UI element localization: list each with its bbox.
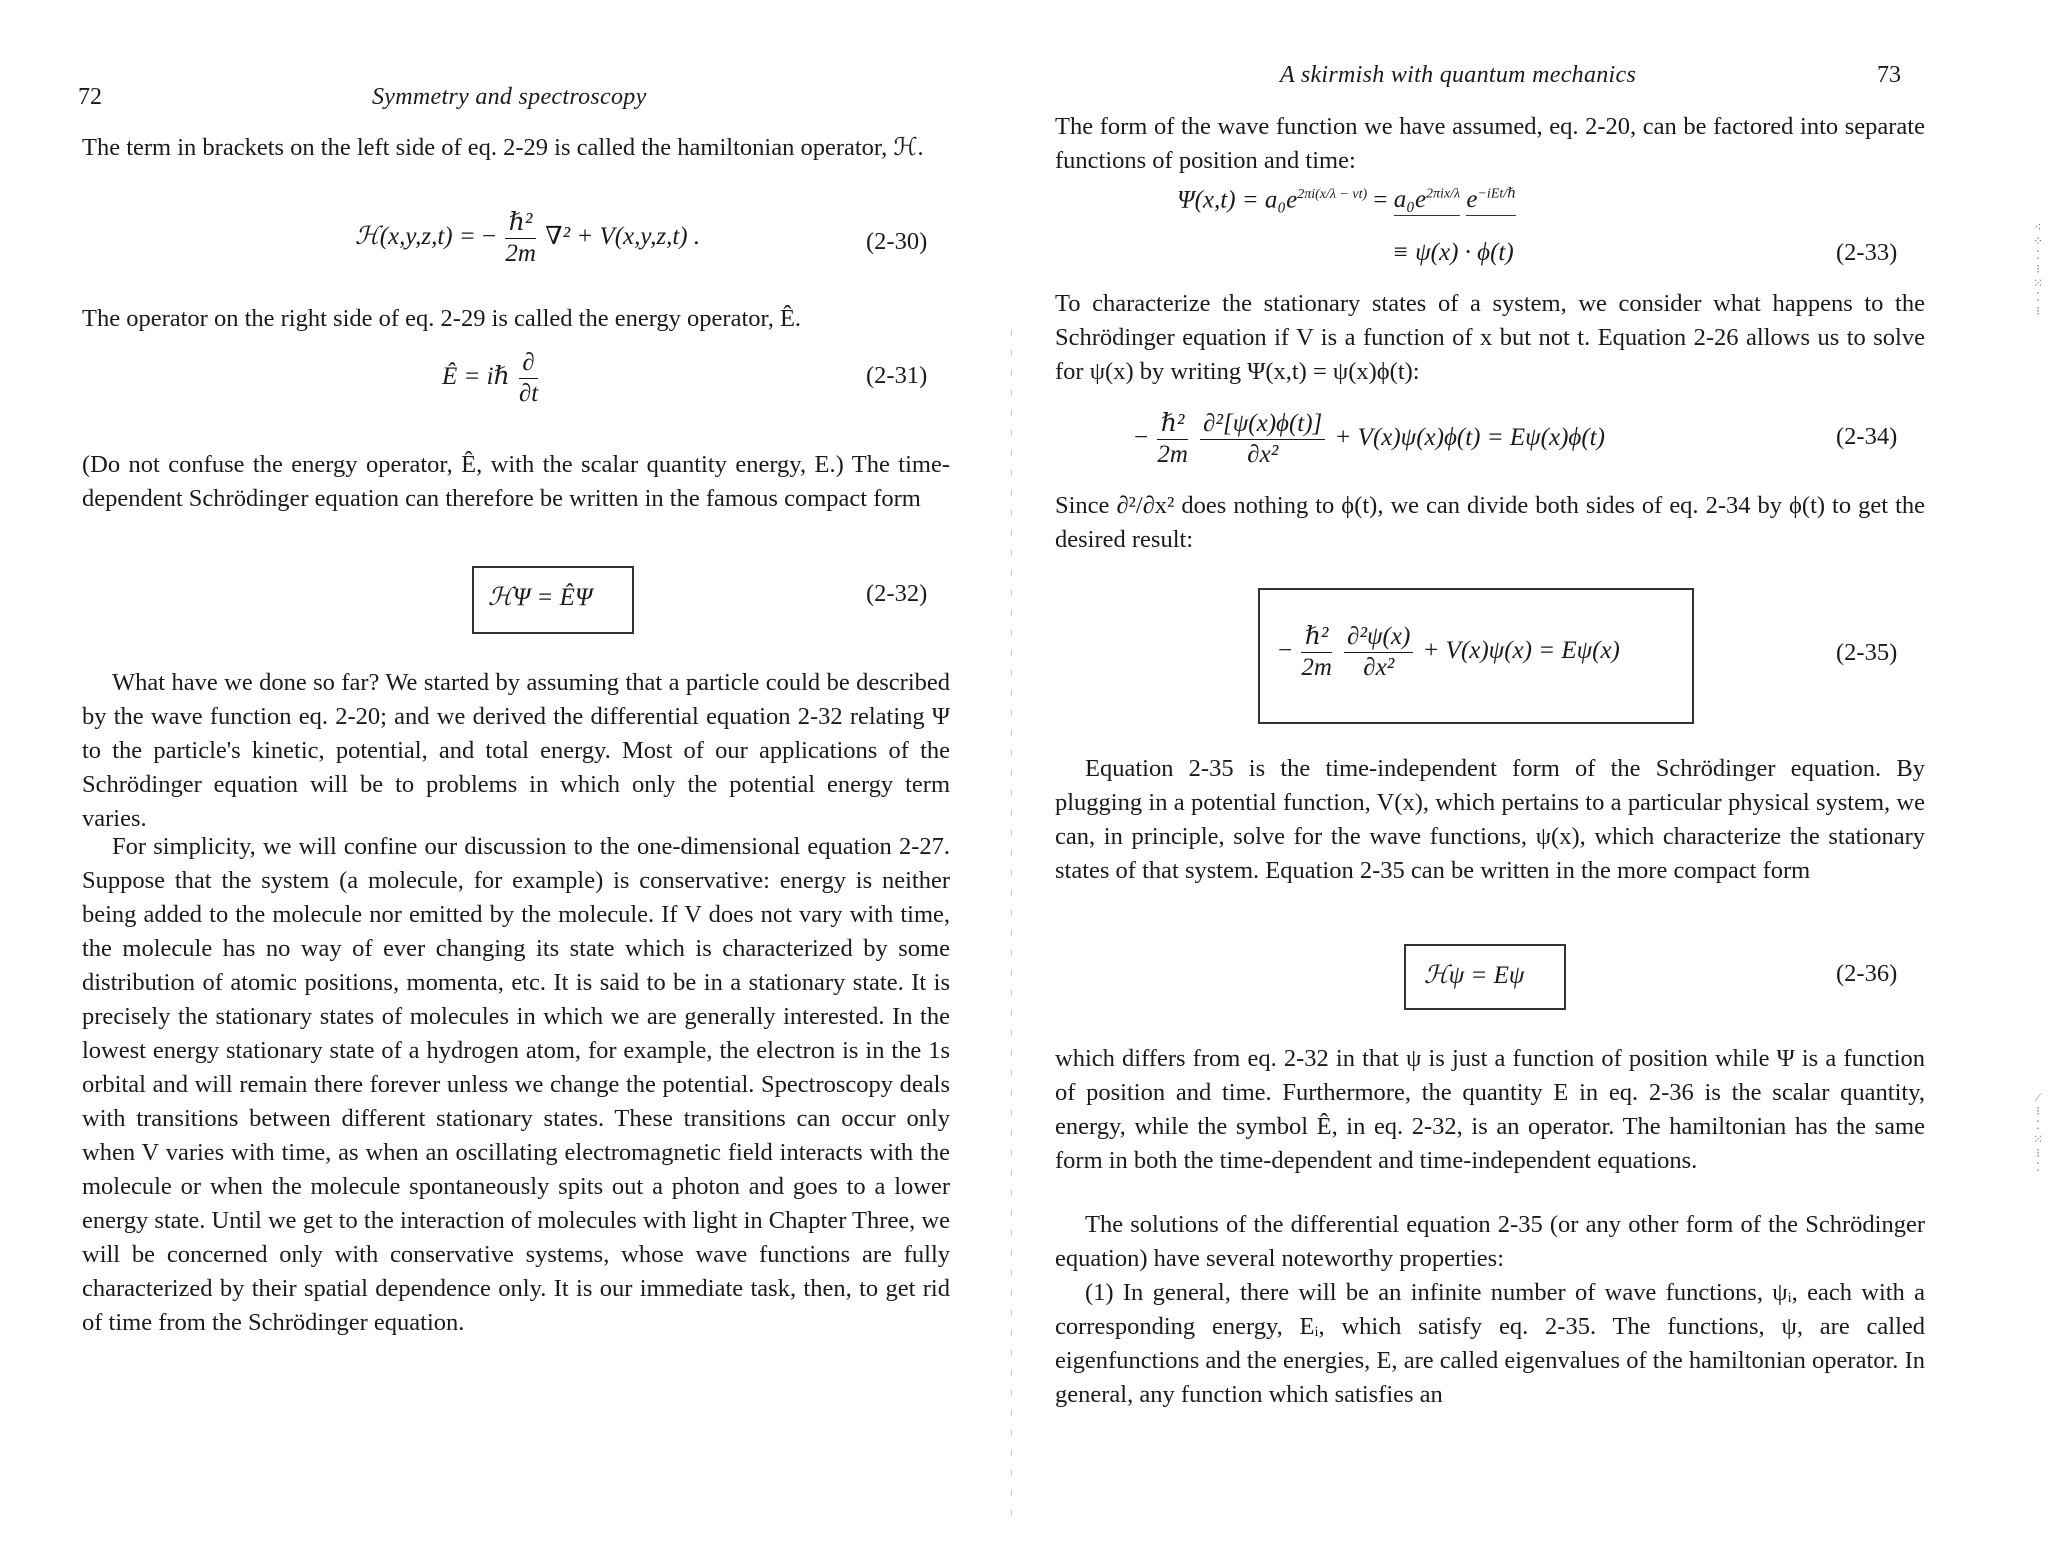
running-head: Symmetry and spectroscopy bbox=[372, 84, 647, 110]
equation-number: (2-31) bbox=[866, 362, 928, 389]
paragraph: Since ∂²/∂x² does nothing to ϕ(t), we can divide both sides of eq. 2-34 by ϕ(t) to get the desired result: bbox=[1055, 492, 1925, 553]
base: e bbox=[1466, 186, 1478, 214]
equation-2-32: ℋΨ = ÊΨ bbox=[488, 584, 593, 611]
fraction-denominator: 2m bbox=[1301, 654, 1332, 681]
minus-sign: − bbox=[1134, 424, 1149, 452]
gutter-shadow bbox=[1011, 330, 1012, 1530]
paragraph: The term in brackets on the left side of eq. 2-29 is called the hamiltonian operator, ℋ. bbox=[82, 134, 924, 161]
left-page bbox=[0, 0, 1000, 1559]
book-gutter bbox=[1000, 0, 1024, 1559]
fraction bbox=[1301, 622, 1332, 683]
fraction-numerator: ∂ bbox=[519, 348, 538, 379]
boxed-equation bbox=[1404, 944, 1566, 1010]
boxed-equation bbox=[472, 566, 634, 634]
boxed-equation bbox=[1258, 588, 1694, 724]
paragraph: The solutions of the differential equation 2-35 (or any other form of the Schrödinger equation) have several noteworthy properties: bbox=[1055, 1211, 1925, 1272]
fraction-denominator: 2m bbox=[1157, 441, 1188, 468]
equation-rhs: + V(x)ψ(x) = Eψ(x) bbox=[1422, 637, 1620, 665]
minus-sign: − bbox=[481, 223, 497, 251]
paragraph: which differs from eq. 2-32 in that ψ is just a function of position while Ψ is a function of position and time. Furthermore, the quantity E in eq. 2-36 is the scalar quantity, energy, while the symbol Ê, in eq. 2-32, is an operator. The hamiltonian has the same form in both the time-dependent and time-independent equations. bbox=[1055, 1045, 1925, 1174]
fraction bbox=[519, 348, 538, 409]
equals-sign: = bbox=[1373, 186, 1388, 214]
running-head: A skirmish with quantum mechanics bbox=[1280, 62, 1637, 88]
equation-2-36: ℋψ = Eψ bbox=[1424, 962, 1525, 989]
page-number: 72 bbox=[78, 84, 102, 110]
equation-number: (2-30) bbox=[866, 228, 928, 255]
fraction-denominator: ∂x² bbox=[1247, 441, 1279, 468]
equation-2-35 bbox=[1278, 622, 1620, 683]
coefficient: a₀e bbox=[1393, 186, 1427, 214]
right-page bbox=[1024, 0, 2048, 1559]
equation-2-30 bbox=[355, 208, 700, 269]
fraction bbox=[1157, 409, 1188, 470]
equation-number: (2-32) bbox=[866, 580, 928, 607]
fraction-numerator: ∂²[ψ(x)ϕ(t)] bbox=[1200, 409, 1325, 440]
exponent: −iEt/ℏ bbox=[1477, 187, 1517, 202]
equation-rhs: + V(x)ψ(x)ϕ(t) = Eψ(x)ϕ(t) bbox=[1334, 424, 1605, 452]
equation-2-33-line-1 bbox=[1177, 186, 1516, 214]
margin-scratch-marks: ⁖ ⁘ ⁚ ⁝ ⁙ ⁚ ⁝ bbox=[2032, 220, 2044, 318]
equation-2-33-line-2: ≡ ψ(x) · ϕ(t) bbox=[1392, 239, 1514, 266]
paragraph: (Do not confuse the energy operator, Ê, with the scalar quantity energy, E.) The time-dependent Schrödinger equation can therefore be written in the famous compact form bbox=[82, 451, 950, 512]
equation-lhs: Ψ(x,t) = a₀e bbox=[1177, 186, 1298, 214]
fraction-denominator: ∂t bbox=[518, 380, 539, 407]
time-factor bbox=[1466, 186, 1516, 216]
equation-rhs: ∇² + V(x,y,z,t) . bbox=[545, 223, 701, 251]
fraction-denominator: ∂x² bbox=[1363, 654, 1395, 681]
paragraph: For simplicity, we will confine our discussion to the one-dimensional equation 2-27. Suppose that the system (a molecule, for example) is conservative: energy is neither being added to the molecule nor emitted by the molecule. If V does not vary with time, the molecule has no way of ever changing its state which is characterized by some distribution of atomic positions, momenta, etc. It is said to be in a stationary state. It is precisely the stationary states of molecules in which we are generally interested. In the lowest energy stationary state of a hydrogen atom, for example, the electron is in the 1s orbital and will remain there forever unless we change the potential. Spectroscopy deals with transitions between different stationary states. These transitions can occur only when V varies with time, as when an oscillating electromagnetic field interacts with the molecule or when the molecule spontaneously spits out a photon and goes to a lower energy state. Until we get to the interaction of molecules with light in Chapter Three, we will be concerned only with conservative systems, whose wave functions are fully characterized by their spatial dependence only. It is our immediate task, then, to get rid of time from the Schrödinger equation. bbox=[82, 833, 950, 1336]
fraction bbox=[505, 208, 536, 269]
paragraph: (1) In general, there will be an infinite number of wave functions, ψᵢ, each with a corresponding energy, Eᵢ, which satisfy eq. 2-35. The functions, ψ, are called eigenfunctions and the energies, E, are called eigenvalues of the hamiltonian operator. In general, any function which satisfies an bbox=[1055, 1279, 1925, 1408]
fraction-numerator: ℏ² bbox=[505, 208, 536, 239]
minus-sign: − bbox=[1278, 637, 1293, 665]
fraction-numerator: ℏ² bbox=[1301, 622, 1332, 653]
equation-number: (2-35) bbox=[1836, 639, 1898, 666]
paragraph: Equation 2-35 is the time-independent form of the Schrödinger equation. By plugging in a potential function, V(x), which pertains to a particular physical system, we can, in principle, solve for the wave functions, ψ(x), which characterize the stationary states of that system. Equation 2-35 can be written in the more compact form bbox=[1055, 755, 1925, 884]
fraction-denominator: 2m bbox=[505, 240, 536, 267]
equation-2-34 bbox=[1134, 409, 1605, 470]
fraction bbox=[1344, 622, 1413, 683]
margin-scratch-marks: ⁄ ⁝ ⁚ ⁙ ⁝ ⁚ bbox=[2032, 1090, 2044, 1174]
exponent: 2πix/λ bbox=[1426, 187, 1461, 202]
equation-number: (2-34) bbox=[1836, 423, 1898, 450]
fraction-numerator: ℏ² bbox=[1157, 409, 1188, 440]
equation-lhs: Ê = iℏ bbox=[442, 363, 510, 391]
paragraph: The form of the wave function we have assumed, eq. 2-20, can be factored into separate functions of position and time: bbox=[1055, 113, 1925, 174]
exponent: 2πi(x/λ − νt) bbox=[1297, 187, 1368, 202]
position-factor bbox=[1394, 186, 1460, 216]
equation-lhs: ℋ(x,y,z,t) = bbox=[355, 223, 476, 251]
equation-number: (2-33) bbox=[1836, 239, 1898, 266]
fraction bbox=[1200, 409, 1325, 470]
equation-number: (2-36) bbox=[1836, 960, 1898, 987]
page-number: 73 bbox=[1877, 62, 1901, 88]
fraction-numerator: ∂²ψ(x) bbox=[1344, 622, 1413, 653]
equation-2-31 bbox=[442, 348, 541, 409]
paragraph: To characterize the stationary states of a system, we consider what happens to the Schrödinger equation if V is a function of x but not t. Equation 2-26 allows us to solve for ψ(x) by writing Ψ(x,t) = ψ(x)ϕ(t): bbox=[1055, 290, 1925, 385]
paragraph: What have we done so far? We started by assuming that a particle could be described by the wave function eq. 2-20; and we derived the differential equation 2-32 relating Ψ to the particle's kinetic, potential, and total energy. Most of our applications of the Schrödinger equation will be to problems in which only the potential energy term varies. bbox=[82, 669, 950, 832]
paragraph: The operator on the right side of eq. 2-29 is called the energy operator, Ê. bbox=[82, 305, 802, 332]
